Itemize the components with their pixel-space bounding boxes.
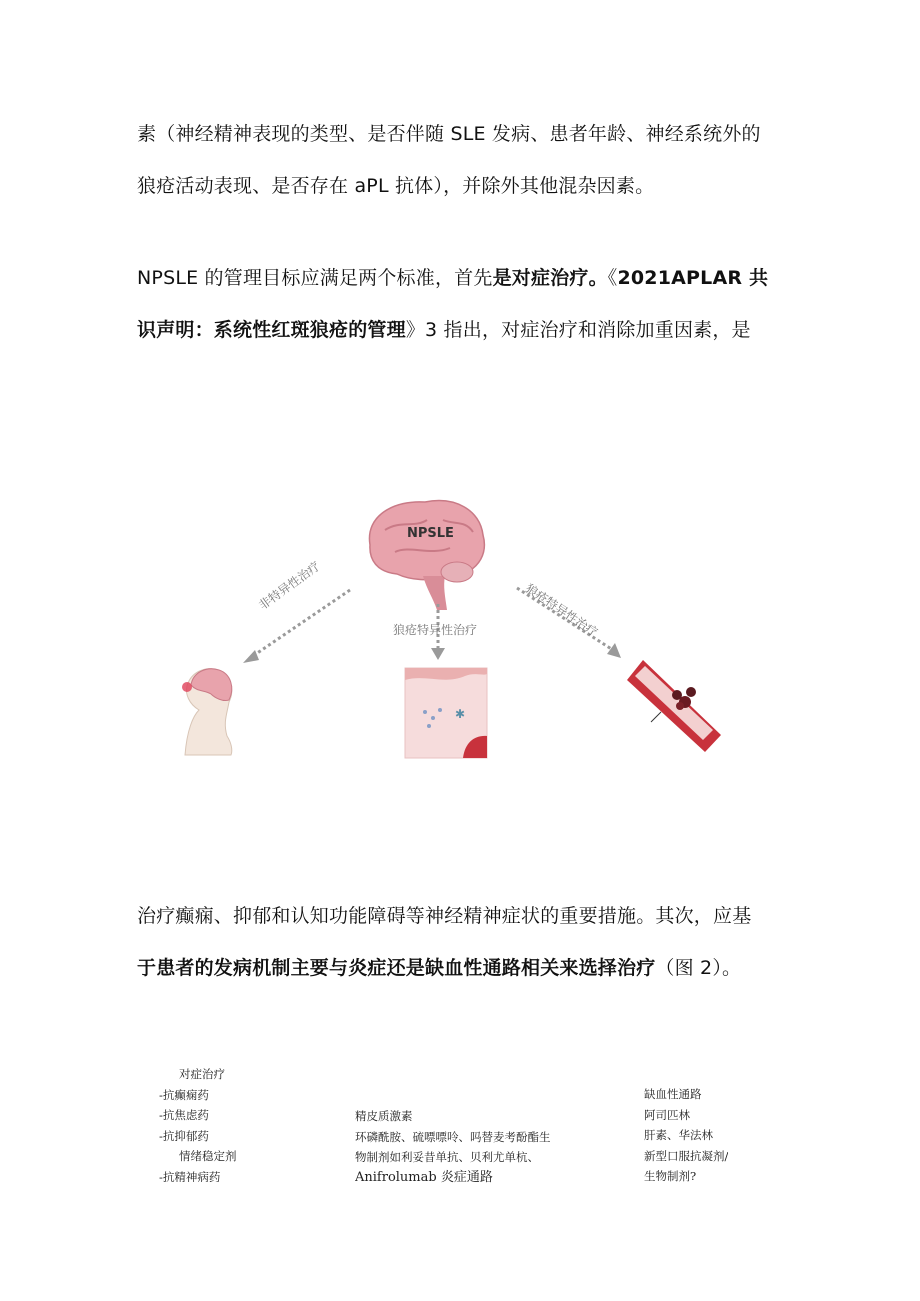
- paragraph-2-text-2: 》3 指出，对症治疗和消除加重因素，是: [405, 319, 751, 341]
- guideline-title-bold-1: 2021APLAR 共: [617, 267, 769, 289]
- figure-2-reference: （图 2）。: [655, 957, 742, 979]
- paragraph-2-line-1: [137, 252, 797, 304]
- list-item: 情绪稳定剂: [179, 1149, 237, 1163]
- list-item: 新型口服抗凝剂/: [644, 1148, 729, 1163]
- paragraph-2-line-2: [137, 304, 797, 356]
- list-item: 物制剂如利妥昔单抗、贝利尤单杭、: [355, 1150, 539, 1164]
- paragraph-1-line-2: 狼疮活动表现、是否存在 aPL 抗体），并除外其他混杂因素。: [137, 175, 655, 197]
- npsle-treatment-figure: [165, 490, 755, 770]
- paragraph-3-line-2: [137, 942, 797, 994]
- svg-text:✱: ✱: [455, 707, 466, 721]
- list-item: 肝素、华法林: [644, 1128, 713, 1142]
- guideline-title-bold-2: 识声明：系统性红斑狼疮的管理: [137, 319, 406, 341]
- paragraph-3-line-1: 治疗癫痫、抑郁和认知功能障碍等神经精神症状的重要措施。其次，应基: [137, 905, 752, 927]
- list-item: 生物制剂?: [644, 1169, 697, 1182]
- list-item: -抗抑郁药: [159, 1128, 209, 1143]
- symptomatic-treatment-bold: 是对症治疗。: [492, 267, 608, 289]
- open-bracket: 《: [607, 267, 618, 289]
- tissue-icon: [405, 668, 487, 758]
- nonspecific-treatment-label: 非特异性治疗: [256, 558, 323, 613]
- list-item: Anifrolumab 炎症通路: [355, 1169, 493, 1184]
- list-item: -抗精神病药: [159, 1169, 221, 1182]
- paragraph-2-text: NPSLE 的管理目标应满足两个标准，首先: [137, 267, 493, 289]
- ischemic-pathway-heading: 缺血性通路: [644, 1087, 702, 1101]
- lupus-specific-treatment-label-middle: 狼疮特异性治疗: [393, 623, 478, 637]
- paragraph-1: [137, 108, 797, 212]
- figure-2-left-column: [159, 1064, 237, 1182]
- list-item: -抗焦虑药: [159, 1108, 209, 1122]
- lupus-specific-treatment-label-right: 狼疮特异性治疗: [522, 581, 601, 640]
- brain-icon: [369, 501, 484, 610]
- list-item: 精皮质激素: [355, 1109, 413, 1123]
- human-head-icon: [182, 669, 232, 755]
- list-item: 环磷酰胺、硫嘌嘌呤、吗替麦考酚酯生: [355, 1129, 551, 1144]
- blood-vessel-icon: [627, 660, 721, 752]
- paragraph-3: [137, 890, 797, 994]
- npsle-label: NPSLE: [407, 526, 454, 541]
- symptomatic-treatment-heading: 对症治疗: [179, 1067, 225, 1081]
- paragraph-1-line-1: 素（神经精神表现的类型、是否伴随 SLE 发病、患者年龄、神经系统外的: [137, 123, 761, 145]
- figure-2-middle-column: [355, 1106, 551, 1184]
- paragraph-3-bold: 于患者的发病机制主要与炎症还是缺血性通路相关来选择治疗: [137, 957, 656, 979]
- list-item: -抗癫痫药: [159, 1087, 209, 1102]
- figure-2-right-column: [644, 1084, 728, 1182]
- list-item: 阿司匹林: [644, 1107, 690, 1122]
- paragraph-2: [137, 252, 797, 356]
